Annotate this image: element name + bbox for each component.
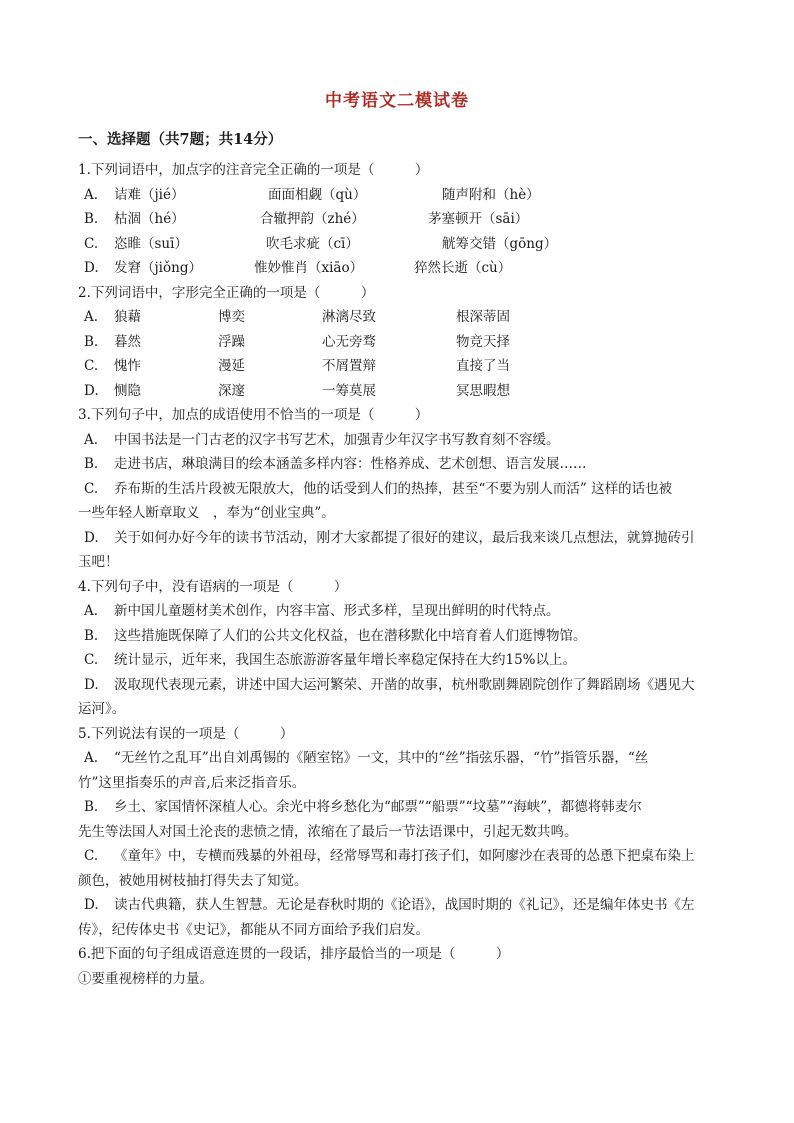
option-item: 发窘（jiǒng） bbox=[114, 260, 202, 276]
option-text: 统计显示，近年来，我国生态旅游游客量年增长率稳定保持在大约15%以上。 bbox=[114, 652, 577, 668]
option-text: 汲取现代表现元素，讲述中国大运河繁荣、开凿的故事，杭州歌剧舞剧院创作了舞蹈剧场《遇见大 bbox=[114, 676, 695, 693]
question-4-stem: 4.下列句子中，没有语病的一项是（ ） bbox=[78, 578, 348, 595]
option-text: 走进书店，琳琅满目的绘本涵盖多样内容：性格养成、艺术创想、语言发展…… bbox=[114, 456, 587, 472]
option-item: 根深蒂固 bbox=[456, 309, 510, 325]
option-text: 新中国儿童题材美术创作，内容丰富、形式多样，呈现出鲜明的时代特点。 bbox=[114, 603, 560, 619]
question-5-option-d-cont: 传》，纪传体史书《史记》，都能从不同方面给予我们启发。 bbox=[78, 921, 429, 938]
option-label: B. bbox=[84, 211, 99, 227]
option-label: A. bbox=[84, 186, 99, 203]
question-3-option-a: A. 中国书法是一门古老的汉字书写艺术，加强青少年汉字书写教育刻不容缓。 bbox=[78, 428, 726, 453]
question-6-sentence-1: ①要重视榜样的力量。 bbox=[78, 970, 213, 987]
option-item: 直接了当 bbox=[456, 358, 510, 374]
option-item: 博奕 bbox=[218, 309, 245, 325]
option-item: 心无旁骛 bbox=[322, 333, 376, 350]
question-5-option-c-cont: 颜色，被她用树枝抽打得失去了知觉。 bbox=[78, 872, 308, 889]
option-item: 愧怍 bbox=[114, 358, 141, 374]
question-5-option-d: D. 读古代典籍，获人生智慧。无论是春秋时期的《论语》，战国时期的《礼记》，还是编年体史书《左 bbox=[78, 893, 726, 918]
question-4-option-c: C. 统计显示，近年来，我国生态旅游游客量年增长率稳定保持在大约15%以上。 bbox=[78, 648, 726, 673]
option-item: 枯涸（hé） bbox=[114, 211, 185, 227]
option-item: 茅塞顿开（sāi） bbox=[428, 211, 529, 227]
question-4-option-d-cont: 运河》。 bbox=[78, 701, 126, 717]
option-item: 吹毛求疵（cī） bbox=[266, 235, 359, 252]
option-text: 中国书法是一门古老的汉字书写艺术，加强青少年汉字书写教育刻不容缓。 bbox=[114, 431, 560, 448]
option-text: 读古代典籍，获人生智慧。无论是春秋时期的《论语》，战国时期的《礼记》，还是编年体史书《左 bbox=[114, 897, 695, 913]
question-3-option-b: B. 走进书店，琳琅满目的绘本涵盖多样内容：性格养成、艺术创想、语言发展…… bbox=[78, 452, 726, 477]
question-2-option-c bbox=[78, 354, 726, 379]
question-1-option-d bbox=[78, 256, 726, 281]
option-item: 诘难（jié） bbox=[114, 186, 185, 203]
question-5-option-a: A. “无丝竹之乱耳”出自刘禹锡的《陋室铭》一文，其中的“丝”指弦乐器，“竹”指管乐器，“丝 bbox=[78, 746, 726, 771]
option-label: D. bbox=[84, 260, 99, 276]
option-label: A. bbox=[84, 309, 99, 325]
option-label: C. bbox=[84, 235, 99, 252]
question-5-stem: 5.下列说法有误的一项是（ ） bbox=[78, 725, 294, 742]
question-2-option-b bbox=[78, 330, 726, 355]
question-4-option-d: D. 汲取现代表现元素，讲述中国大运河繁荣、开凿的故事，杭州歌剧舞剧院创作了舞蹈剧场《遇见大 bbox=[78, 673, 726, 698]
question-5-option-a-cont: 竹”这里指奏乐的声音,后来泛指音乐。 bbox=[78, 774, 306, 791]
question-5-option-c: C. 《童年》中，专横而残暴的外祖母，经常辱骂和毒打孩子们，如阿廖沙在表哥的怂恿下把桌布染上 bbox=[78, 844, 726, 869]
option-item: 一筹莫展 bbox=[322, 382, 376, 399]
section-heading: 一、选择题（共7题；共14分） bbox=[78, 131, 283, 148]
question-3-option-d-cont: 玉吧！ bbox=[78, 554, 119, 570]
questions bbox=[78, 158, 726, 991]
option-item: 觥筹交错（gōng） bbox=[442, 235, 558, 252]
option-text: 乡土、家国情怀深植人心。余光中将乡愁化为“邮票”“船票”“坟墓”“海峡”，都德将韩麦尔 bbox=[114, 799, 642, 815]
option-item: 惟妙惟肖（xiāo） bbox=[254, 260, 364, 276]
exam-title: 中考语文二模试卷 bbox=[325, 91, 469, 111]
option-text: 这些措施既保障了人们的公共文化权益，也在潜移默化中培育着人们逛博物馆。 bbox=[114, 627, 587, 644]
option-item: 合辙押韵（zhé） bbox=[260, 211, 365, 227]
question-4-option-b: B. 这些措施既保障了人们的公共文化权益，也在潜移默化中培育着人们逛博物馆。 bbox=[78, 624, 726, 649]
option-item: 猝然长逝（cù） bbox=[414, 260, 512, 276]
option-item: 漫延 bbox=[218, 358, 245, 374]
question-1-option-c bbox=[78, 232, 726, 257]
question-2-option-d bbox=[78, 379, 726, 404]
question-3-option-c-cont: 一些年轻人断章取义 ，奉为“创业宝典”。 bbox=[78, 505, 335, 521]
option-item: 淋漓尽致 bbox=[322, 309, 376, 325]
question-5-option-b-cont: 先生等法国人对国土沦丧的悲愤之情，浓缩在了最后一节法语课中，引起无数共鸣。 bbox=[78, 823, 578, 840]
question-3-stem: 3.下列句子中，加点的成语使用不恰当的一项是（ ） bbox=[78, 407, 429, 423]
question-3-option-d: D. 关于如何办好今年的读书节活动，刚才大家都提了很好的建议，最后我来谈几点想法，就算抛砖引 bbox=[78, 526, 726, 551]
option-item: 物竞天择 bbox=[456, 333, 510, 350]
option-text: 关于如何办好今年的读书节活动，刚才大家都提了很好的建议，最后我来谈几点想法，就算抛砖引 bbox=[114, 529, 695, 546]
option-item: 不屑置辩 bbox=[322, 358, 376, 374]
question-1-option-a bbox=[78, 183, 726, 208]
question-1-stem: 1.下列词语中，加点字的注音完全正确的一项是（ ） bbox=[78, 162, 429, 178]
question-6-stem: 6.把下面的句子组成语意连贯的一段话，排序最恰当的一项是（ ） bbox=[78, 946, 510, 962]
option-text: 《童年》中，专横而残暴的外祖母，经常辱骂和毒打孩子们，如阿廖沙在表哥的怂恿下把桌布染上 bbox=[114, 848, 695, 864]
question-4-option-a: A. 新中国儿童题材美术创作，内容丰富、形式多样，呈现出鲜明的时代特点。 bbox=[78, 599, 726, 624]
question-3-option-c: C. 乔布斯的生活片段被无限放大，他的话受到人们的热捧，甚至“不要为别人而活” 这样的话也被 bbox=[78, 477, 726, 502]
option-item: 面面相觑（qù） bbox=[268, 186, 367, 203]
option-label: B. bbox=[84, 333, 99, 350]
option-item: 冥思暇想 bbox=[456, 382, 510, 399]
question-2-stem: 2.下列词语中，字形完全正确的一项是（ ） bbox=[78, 284, 375, 301]
question-1-option-b bbox=[78, 207, 726, 232]
option-text: 乔布斯的生活片段被无限放大，他的话受到人们的热捧，甚至“不要为别人而活” 这样的话也被 bbox=[114, 480, 673, 497]
option-label: C. bbox=[84, 358, 99, 374]
option-item: 随声附和（hè） bbox=[442, 186, 540, 203]
question-5-option-b: B. 乡土、家国情怀深植人心。余光中将乡愁化为“邮票”“船票”“坟墓”“海峡”，都德将韩麦尔 bbox=[78, 795, 726, 820]
option-item: 恻隐 bbox=[114, 382, 141, 399]
option-text: “无丝竹之乱耳”出自刘禹锡的《陋室铭》一文，其中的“丝”指弦乐器，“竹”指管乐器，“丝 bbox=[114, 750, 649, 766]
option-item: 深邃 bbox=[218, 382, 245, 399]
option-item: 恣睢（suī） bbox=[114, 235, 188, 252]
option-label: D. bbox=[84, 382, 99, 399]
question-2-option-a bbox=[78, 305, 726, 330]
option-item: 暮然 bbox=[114, 333, 141, 350]
option-item: 狼藉 bbox=[114, 309, 141, 325]
option-item: 浮躁 bbox=[218, 333, 245, 350]
